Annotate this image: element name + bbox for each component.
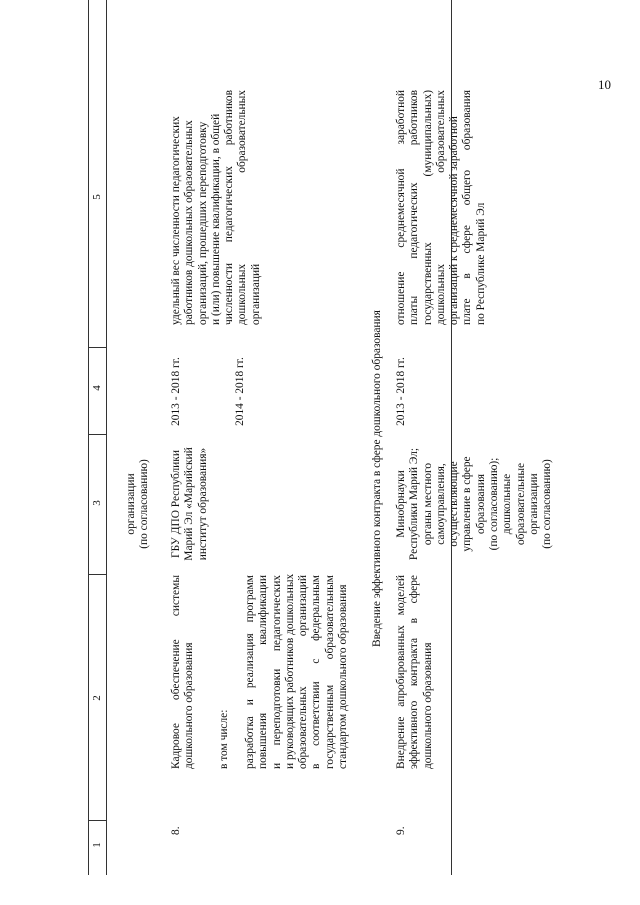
title-word: Кадровое <box>170 723 182 769</box>
word: и руководящих работников дошкольных <box>283 573 296 769</box>
subitem-line <box>244 575 257 769</box>
header-col-2: 2 <box>91 695 103 701</box>
executor-line: образования <box>474 473 487 535</box>
word: переподготовки <box>270 668 283 746</box>
indicator-line: организаций к среднемесячной заработной <box>448 116 461 325</box>
word: сфере <box>461 225 474 254</box>
title-line <box>408 575 421 769</box>
row-8-term-2: 2014 - 2018 гг. <box>234 357 246 426</box>
word: в <box>310 763 323 769</box>
word: педагогических <box>270 575 283 652</box>
row-9-term: 2013 - 2018 гг. <box>395 357 407 426</box>
executor-line: Марий Эл «Марийский <box>183 447 196 561</box>
indicator-line <box>435 90 448 325</box>
col-divider-4-5 <box>88 347 106 348</box>
header-col-3: 3 <box>91 500 103 506</box>
indicator-line: организаций, прошедших переподготовку <box>196 121 209 325</box>
word: программ <box>244 575 256 623</box>
indicator-line <box>395 90 408 325</box>
subitem-line <box>324 575 337 769</box>
subitem-line <box>257 575 270 769</box>
row-8-sub-intro: в том числе: <box>218 709 230 769</box>
title-word: обеспечение <box>170 639 182 700</box>
indicator-line: организаций <box>249 263 262 325</box>
word: квалификации <box>257 575 270 645</box>
word: численности <box>223 263 236 325</box>
word: с <box>310 658 323 664</box>
executor-line: Минобрнауки <box>395 470 407 538</box>
carryover-executor <box>125 439 152 569</box>
title-line: дошкольного образования <box>421 642 434 769</box>
word: (муниципальных) <box>421 90 434 177</box>
word: образовательных <box>297 686 310 769</box>
word: в <box>461 273 474 279</box>
executor-line: (по согласованию) <box>541 459 554 549</box>
word: эффективного <box>408 700 421 769</box>
carryover-line: организации <box>125 473 137 535</box>
executor-line: управление в сфере <box>461 456 474 552</box>
executor-line: самоуправления, <box>434 463 447 545</box>
page-number: 10 <box>598 77 611 92</box>
subitem-line <box>310 575 323 769</box>
header-col-5: 5 <box>91 194 103 200</box>
word: повышения <box>257 712 270 769</box>
executor-line: дошкольные <box>501 473 514 535</box>
indicator-line <box>223 90 236 325</box>
row-8-title-line: дошкольного образования <box>183 642 196 769</box>
carryover-line: (по согласованию) <box>138 459 151 549</box>
subitem-line <box>284 575 297 769</box>
word: разработка <box>244 716 256 769</box>
row-8-number: 8. <box>170 826 182 835</box>
indicator-line: по Республике Марий Эл <box>474 202 487 325</box>
word: образовательным <box>323 575 336 660</box>
row-8-term-1: 2013 - 2018 гг. <box>170 357 182 426</box>
executor-line: организации <box>527 473 540 535</box>
word: работников <box>223 90 236 146</box>
word: образовательных <box>236 90 249 173</box>
indicator-line <box>236 90 249 325</box>
indicator-line <box>408 90 421 325</box>
indicator-line: работников дошкольных образовательных <box>183 120 196 325</box>
row-9-indicator <box>395 90 488 325</box>
executor-line: Республики Марий Эл; <box>408 447 421 561</box>
row-8-executor <box>170 439 210 569</box>
word: общего <box>461 169 474 206</box>
word: Внедрение <box>395 716 407 769</box>
indicator-line <box>461 90 474 325</box>
header-col-4: 4 <box>91 385 103 391</box>
indicator-line: удельный вес численности педагогических <box>170 116 182 325</box>
col-divider-2-3 <box>88 574 106 575</box>
table-top-border <box>88 0 89 875</box>
subitem-line <box>271 575 284 769</box>
indicator-line: и (или) повышение квалификации, в общей <box>209 113 222 325</box>
title-line <box>395 575 408 769</box>
executor-line: органы местного <box>421 462 434 546</box>
col-divider-3-4 <box>88 434 106 435</box>
executor-line: образовательные <box>514 462 527 546</box>
executor-line: институт образования» <box>196 447 209 561</box>
executor-line: (по согласованию); <box>488 457 501 551</box>
word: среднемесячной <box>395 168 407 248</box>
word: работников <box>408 90 421 146</box>
indicator-line <box>422 90 435 325</box>
row-8-title <box>170 575 197 769</box>
row-9-executor <box>395 439 555 569</box>
word: образования <box>461 90 474 151</box>
word: платы <box>408 295 421 325</box>
word: государственным <box>323 684 336 769</box>
executor-line: ГБУ ДПО Республики <box>170 450 182 558</box>
header-col-1: 1 <box>91 842 103 848</box>
word: отношение <box>395 271 407 325</box>
row-9-title <box>395 575 435 769</box>
word: реализация <box>244 633 256 689</box>
word: сфере <box>408 575 421 604</box>
subitem-line <box>297 575 310 769</box>
word: федеральным <box>310 575 323 641</box>
word: и <box>244 699 256 706</box>
word: соответствии <box>310 681 323 746</box>
row-8-indicator <box>170 90 263 325</box>
word: апробированных <box>395 625 407 707</box>
word: плате <box>461 298 474 325</box>
word: организаций <box>297 575 310 637</box>
word: дошкольных <box>236 263 249 325</box>
word: и <box>270 762 283 769</box>
executor-line: осуществляющие <box>448 461 461 547</box>
col-divider-1-2 <box>88 820 106 821</box>
subitem-line: стандартом дошкольного образования <box>337 584 350 769</box>
word: заработной <box>395 90 407 145</box>
header-divider <box>106 0 107 875</box>
word: педагогических <box>223 166 236 243</box>
section-title: Введение эффективного контракта в сфере дошкольного образования <box>371 310 383 647</box>
row-8-title-line <box>170 575 183 769</box>
word: педагогических <box>408 182 421 259</box>
word: моделей <box>395 575 407 616</box>
row-9-number: 9. <box>395 826 407 835</box>
word: дошкольных <box>434 263 447 325</box>
word: образовательных <box>434 90 447 173</box>
row-8-subitem <box>244 575 350 769</box>
title-word: системы <box>170 575 182 617</box>
word: в <box>408 617 421 624</box>
word: государственных <box>421 242 434 325</box>
word: контракта <box>408 637 421 687</box>
